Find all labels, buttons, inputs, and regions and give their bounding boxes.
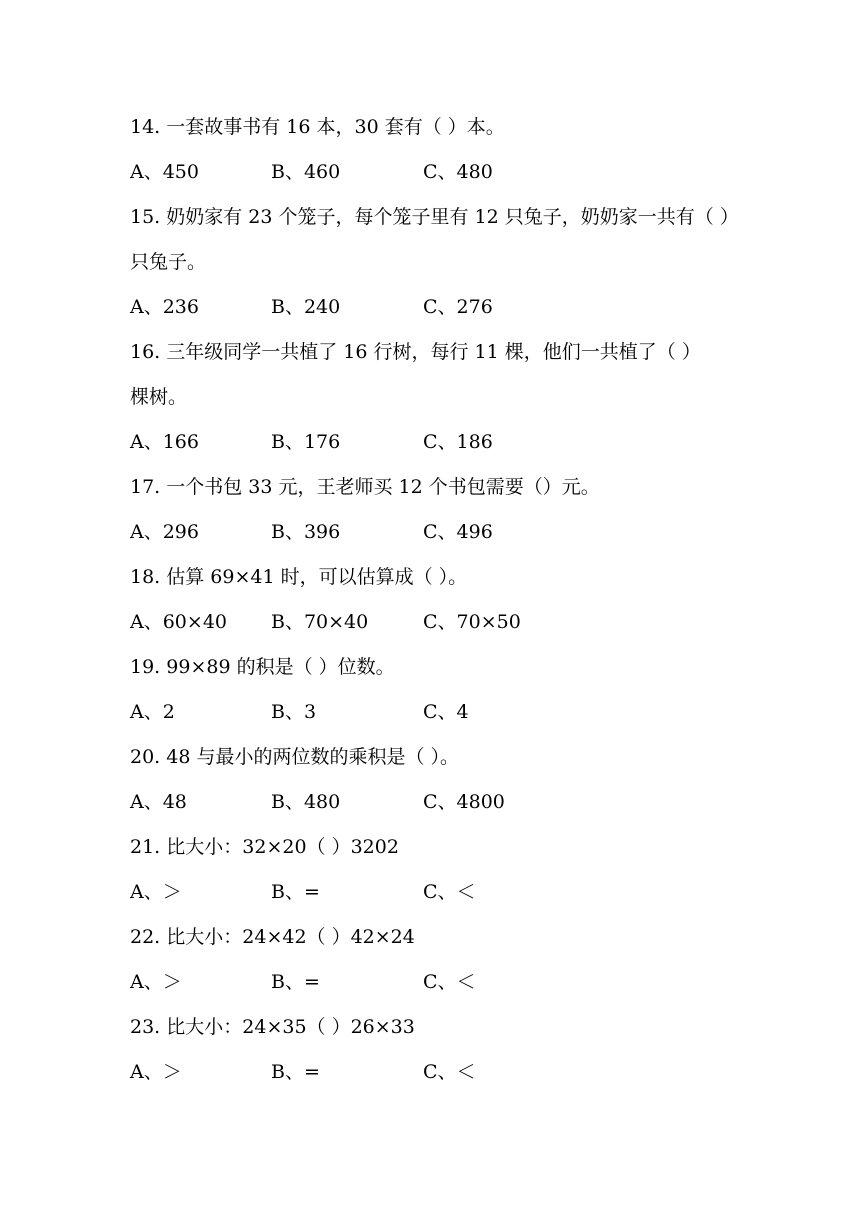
question-number: 18.	[130, 566, 161, 588]
option-a: A、166	[130, 431, 199, 453]
question-text: 估算 69×41 时，可以估算成（ ）。	[166, 566, 468, 588]
option-c: C、186	[423, 431, 493, 453]
option-b: B、3	[271, 701, 317, 723]
question-number: 23.	[130, 1016, 161, 1038]
option-b: B、70×40	[271, 611, 369, 633]
option-b: B、176	[271, 431, 341, 453]
option-a: A、60×40	[130, 611, 227, 633]
question-text: 比大小：32×20（ ）3202	[166, 836, 399, 858]
question-number: 14.	[130, 116, 161, 138]
question-18	[130, 565, 467, 589]
option-c: C、480	[423, 161, 493, 183]
question-number: 21.	[130, 836, 161, 858]
question-number: 20.	[130, 746, 161, 768]
option-a: A、236	[130, 296, 199, 318]
option-c: C、4	[423, 701, 469, 723]
option-c: C、＜	[423, 971, 476, 993]
option-c: C、276	[423, 296, 493, 318]
option-b: B、=	[271, 881, 320, 903]
option-a: A、＞	[130, 971, 182, 993]
question-16	[130, 340, 701, 364]
option-c: C、＜	[423, 1061, 476, 1083]
option-b: B、240	[271, 296, 341, 318]
question-number: 17.	[130, 476, 161, 498]
option-a: A、296	[130, 521, 199, 543]
question-text: 一个书包 33 元，王老师买 12 个书包需要（）元。	[166, 476, 600, 498]
option-a: A、2	[130, 701, 175, 723]
question-21	[130, 835, 399, 859]
question-text: 99×89 的积是（ ）位数。	[166, 656, 395, 678]
question-20	[130, 745, 459, 769]
question-17	[130, 475, 600, 499]
question-14	[130, 115, 505, 139]
option-a: A、450	[130, 161, 199, 183]
question-text: 比大小：24×42（ ）42×24	[166, 926, 415, 948]
question-text: 48 与最小的两位数的乘积是（ ）。	[166, 746, 460, 768]
question-number: 15.	[130, 206, 161, 228]
option-c: C、＜	[423, 881, 476, 903]
question-22	[130, 925, 415, 949]
option-a: A、＞	[130, 1061, 182, 1083]
question-number: 16.	[130, 341, 161, 363]
option-b: B、=	[271, 971, 320, 993]
question-15	[130, 205, 739, 229]
question-23	[130, 1015, 415, 1039]
question-text: 一套故事书有 16 本，30 套有（ ）本。	[166, 116, 505, 138]
option-b: B、480	[271, 791, 341, 813]
option-b: B、396	[271, 521, 341, 543]
option-a: A、＞	[130, 881, 182, 903]
question-text-continued: 只兔子。	[130, 251, 207, 273]
question-text-continued: 棵树。	[130, 386, 188, 408]
question-number: 19.	[130, 656, 161, 678]
option-c: C、496	[423, 521, 493, 543]
option-c: C、70×50	[423, 611, 521, 633]
option-b: B、460	[271, 161, 341, 183]
question-19	[130, 655, 395, 679]
question-text: 比大小：24×35（ ）26×33	[166, 1016, 415, 1038]
option-c: C、4800	[423, 791, 505, 813]
question-text: 奶奶家有 23 个笼子，每个笼子里有 12 只兔子，奶奶家一共有（ ）	[166, 206, 739, 228]
option-a: A、48	[130, 791, 187, 813]
option-b: B、=	[271, 1061, 320, 1083]
question-number: 22.	[130, 926, 161, 948]
question-text: 三年级同学一共植了 16 行树，每行 11 棵，他们一共植了（ ）	[166, 341, 701, 363]
